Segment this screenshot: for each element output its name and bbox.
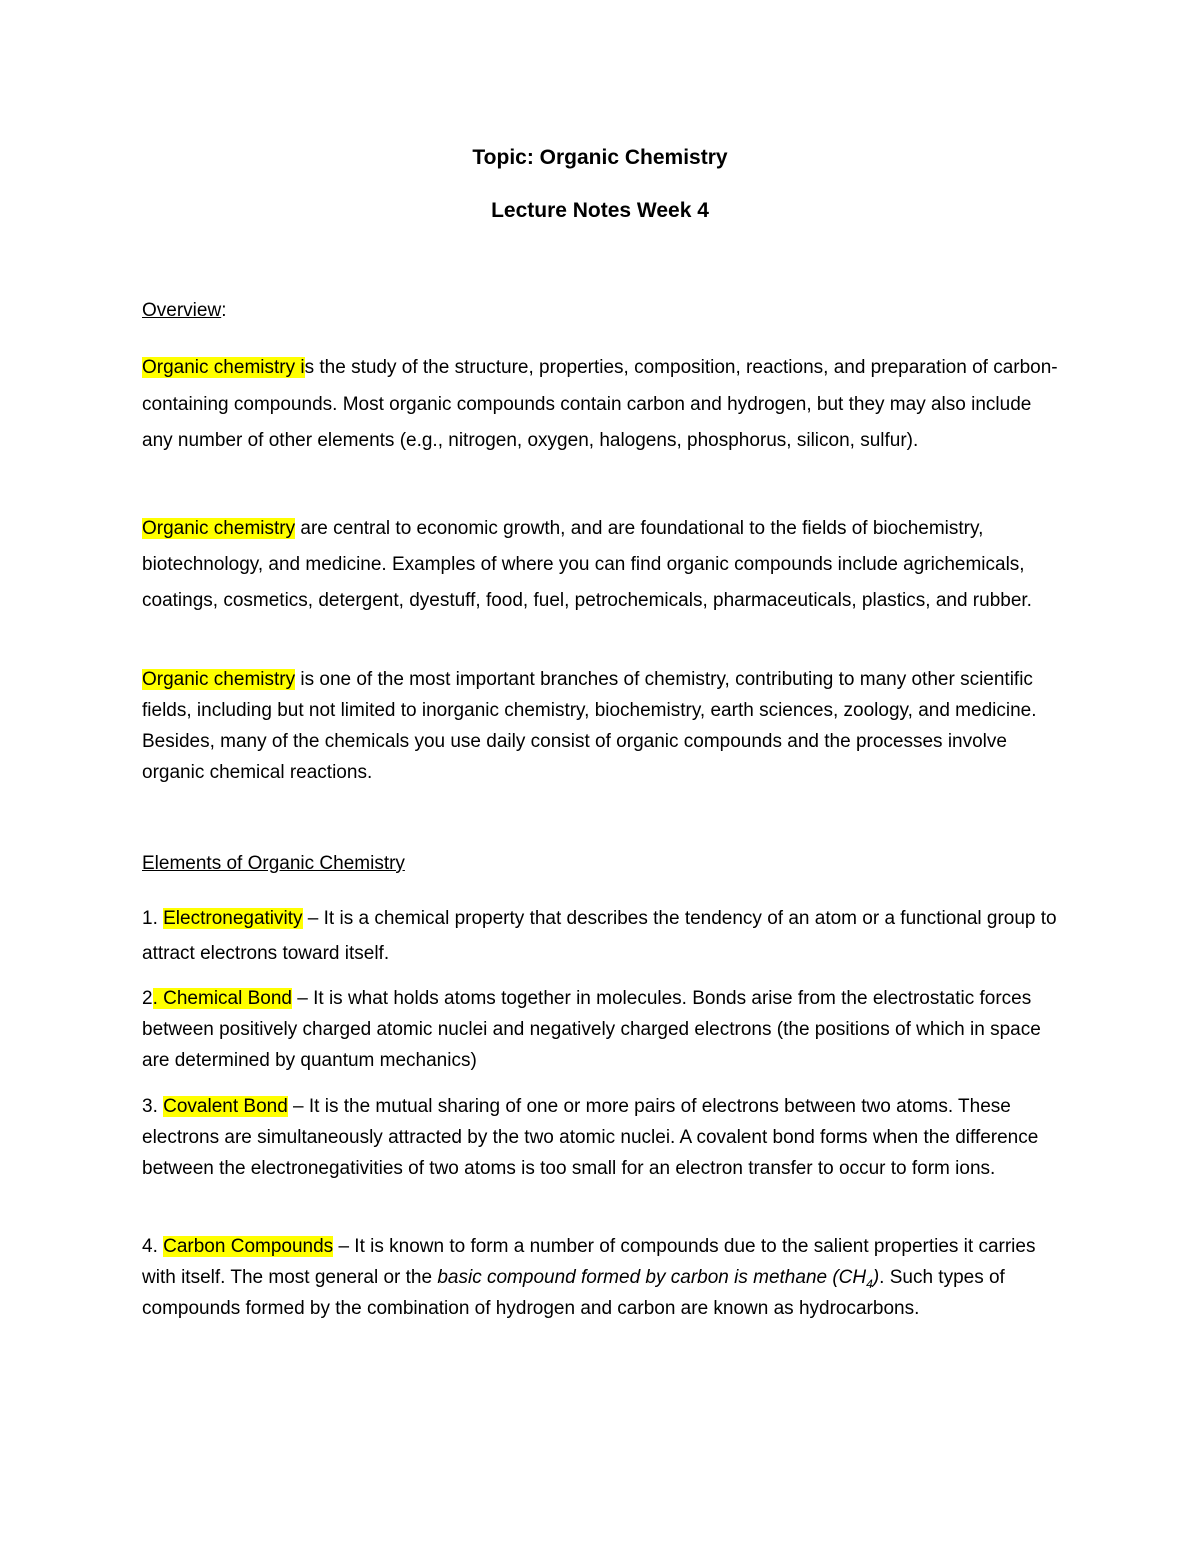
item-text: – It is what holds atoms together in molecules. Bonds arise from the electrostatic forces between positively charged atomic nuclei and negatively charged electrons (the positions of which in space are determined by quantum mechanics): [142, 988, 1041, 1071]
element-item-carbon-compounds: [142, 1231, 1062, 1324]
highlighted-term: . Chemical Bond: [152, 988, 292, 1009]
item-text: – It is a chemical property that describes the tendency of an atom or a functional group to attract electrons toward itself.: [142, 908, 1057, 964]
element-item-covalent-bond: [142, 1091, 1062, 1184]
overview-paragraph-2: [142, 511, 1062, 619]
item-number: 1.: [142, 908, 164, 929]
highlighted-term: Organic chemistry i: [142, 357, 305, 378]
highlighted-term: Electronegativity: [163, 908, 303, 929]
item-tail-text: . Such types of compounds formed by the combination of hydrogen and carbon are known as hydrocarbons.: [142, 1267, 1005, 1319]
item-number: 3.: [142, 1096, 164, 1117]
subscript: 4: [866, 1276, 873, 1291]
italic-text: [437, 1267, 880, 1291]
item-text: – It is the mutual sharing of one or more pairs of electrons between two atoms. These electrons are simultaneously attracted by the two atomic nuclei. A covalent bond forms when the difference between the electronegativities of two atoms is too small for an electron transfer to occur to form ions.: [142, 1096, 1039, 1179]
item-number: 4.: [142, 1236, 164, 1257]
highlighted-term: Organic chemistry: [142, 669, 296, 690]
overview-heading-text: Overview: [142, 300, 222, 321]
highlighted-term: Covalent Bond: [163, 1096, 288, 1117]
overview-heading: [142, 300, 226, 322]
paragraph-text: s the study of the structure, properties, composition, reactions, and preparation of carbon-containing compounds. Most organic compounds contain carbon and hydrogen, but they may also include any number of other elements (e.g., nitrogen, oxygen, halogens, phosphorus, silicon, sulfur).: [142, 357, 1058, 451]
document-title: Topic: Organic Chemistry: [472, 146, 728, 169]
paragraph-text: is one of the most important branches of chemistry, contributing to many other scientific fields, including but not limited to inorganic chemistry, biochemistry, earth sciences, zoology, and medicine. Besides, many of the chemicals you use daily consist of organic compounds and the processes involve organic chemical reactions.: [142, 669, 1037, 783]
element-item-chemical-bond: [142, 983, 1062, 1076]
elements-heading: [142, 853, 405, 875]
paragraph-text: are central to economic growth, and are foundational to the fields of biochemistry, biotechnology, and medicine. Examples of where you can find organic compounds include agrichemicals, coatings, cosmetics, detergent, dyestuff, food, fuel, petrochemicals, pharmaceuticals, plastics, and rubber.: [142, 518, 1032, 611]
italic-phrase-end: ): [872, 1267, 880, 1288]
highlighted-term: Organic chemistry: [142, 518, 296, 539]
italic-phrase: basic compound formed by carbon is methane (CH: [437, 1267, 867, 1288]
overview-heading-colon: :: [221, 300, 227, 321]
elements-heading-text: Elements of Organic Chemistry: [142, 853, 405, 874]
highlighted-term: Carbon Compounds: [163, 1236, 334, 1257]
item-number: 2: [142, 988, 153, 1009]
overview-paragraph-3: [142, 664, 1062, 788]
document-subtitle: Lecture Notes Week 4: [491, 199, 709, 222]
overview-paragraph-1: [142, 350, 1062, 460]
item-text: – It is known to form a number of compounds due to the salient properties it carries with itself. The most general or the: [142, 1236, 1036, 1288]
element-item-electronegativity: [142, 901, 1062, 971]
